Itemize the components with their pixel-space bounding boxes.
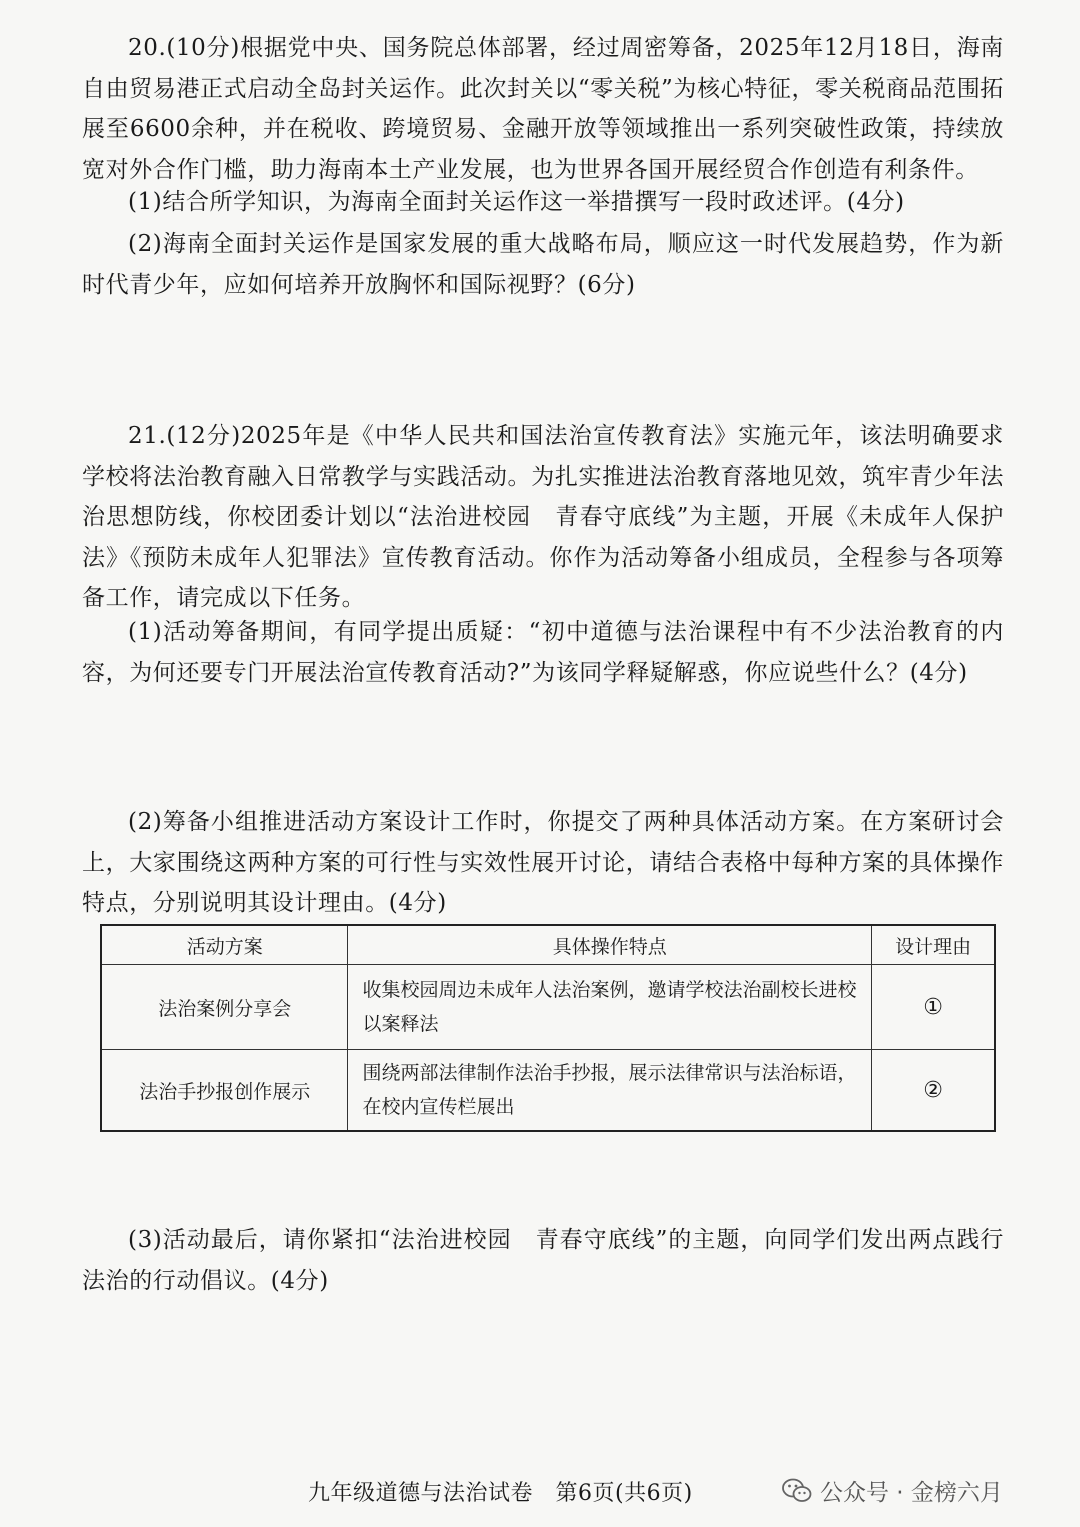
header-activity-plan: 活动方案 [101,925,348,965]
header-operation-features: 具体操作特点 [348,925,872,965]
table-row [101,1050,995,1132]
plan-reason-blank: ① [872,965,995,1050]
plan-name: 法治手抄报创作展示 [101,1050,348,1132]
plan-name: 法治案例分享会 [101,965,348,1050]
plan-reason-blank: ② [872,1050,995,1132]
table-header-row [101,925,995,965]
question-21-part-3: (3)活动最后，请你紧扣“法治进校园 青春守底线”的主题，向同学们发出两点践行法治的行动倡议。(4分) [82,1227,1004,1294]
table-row [101,965,995,1050]
wechat-icon [782,1478,812,1504]
question-21-part-1: (1)活动筹备期间，有同学提出质疑：“初中道德与法治课程中有不少法治教育的内容，为何还要专门开展法治宣传教育活动?”为该同学释疑解惑，你应说些什么？(4分) [82,619,1004,686]
watermark-text: 公众号 · 金榜六月 [820,1480,1003,1506]
question-21-stem: 21.(12分)2025年是《中华人民共和国法治宣传教育法》实施元年，该法明确要求学校将法治教育融入日常教学与实践活动。为扎实推进法治教育落地见效，筑牢青少年法治思想防线，你校团委计划以“法治进校园 青春守底线”为主题，开展《未成年人保护法》《预防未成年人犯罪法》宣传教育活动。你作为活动筹备小组成员，全程参与各项筹备工作，请完成以下任务。 [82,423,1004,611]
watermark [782,1474,1003,1507]
page-footer [0,1474,1080,1514]
question-20-part-2: (2)海南全面封关运作是国家发展的重大战略布局，顺应这一时代发展趋势，作为新时代青少年，应如何培养开放胸怀和国际视野？(6分) [82,231,1004,298]
question-21-part-2: (2)筹备小组推进活动方案设计工作时，你提交了两种具体活动方案。在方案研讨会上，大家围绕这两种方案的可行性与实效性展开讨论，请结合表格中每种方案的具体操作特点，分别说明其设计理由。(4分) [82,809,1004,916]
footer-page-label: 九年级道德与法治试卷 第6页(共6页) [308,1481,693,1506]
question-20-part-1: (1)结合所学知识，为海南全面封关运作这一举措撰写一段时政述评。(4分) [128,189,905,215]
question-20-stem: 20.(10分)根据党中央、国务院总体部署，经过周密筹备，2025年12月18日，海南自由贸易港正式启动全岛封关运作。此次封关以“零关税”为核心特征，零关税商品范围拓展至6600余种，并在税收、跨境贸易、金融开放等领域推出一系列突破性政策，持续放宽对外合作门槛，助力海南本土产业发展，也为世界各国开展经贸合作创造有利条件。 [82,35,1004,183]
plan-feature: 收集校园周边未成年人法治案例，邀请学校法治副校长进校以案释法 [348,965,872,1050]
activity-plan-table [100,924,996,1132]
header-design-reason: 设计理由 [872,925,995,965]
plan-feature: 围绕两部法律制作法治手抄报，展示法律常识与法治标语，在校内宣传栏展出 [348,1050,872,1132]
